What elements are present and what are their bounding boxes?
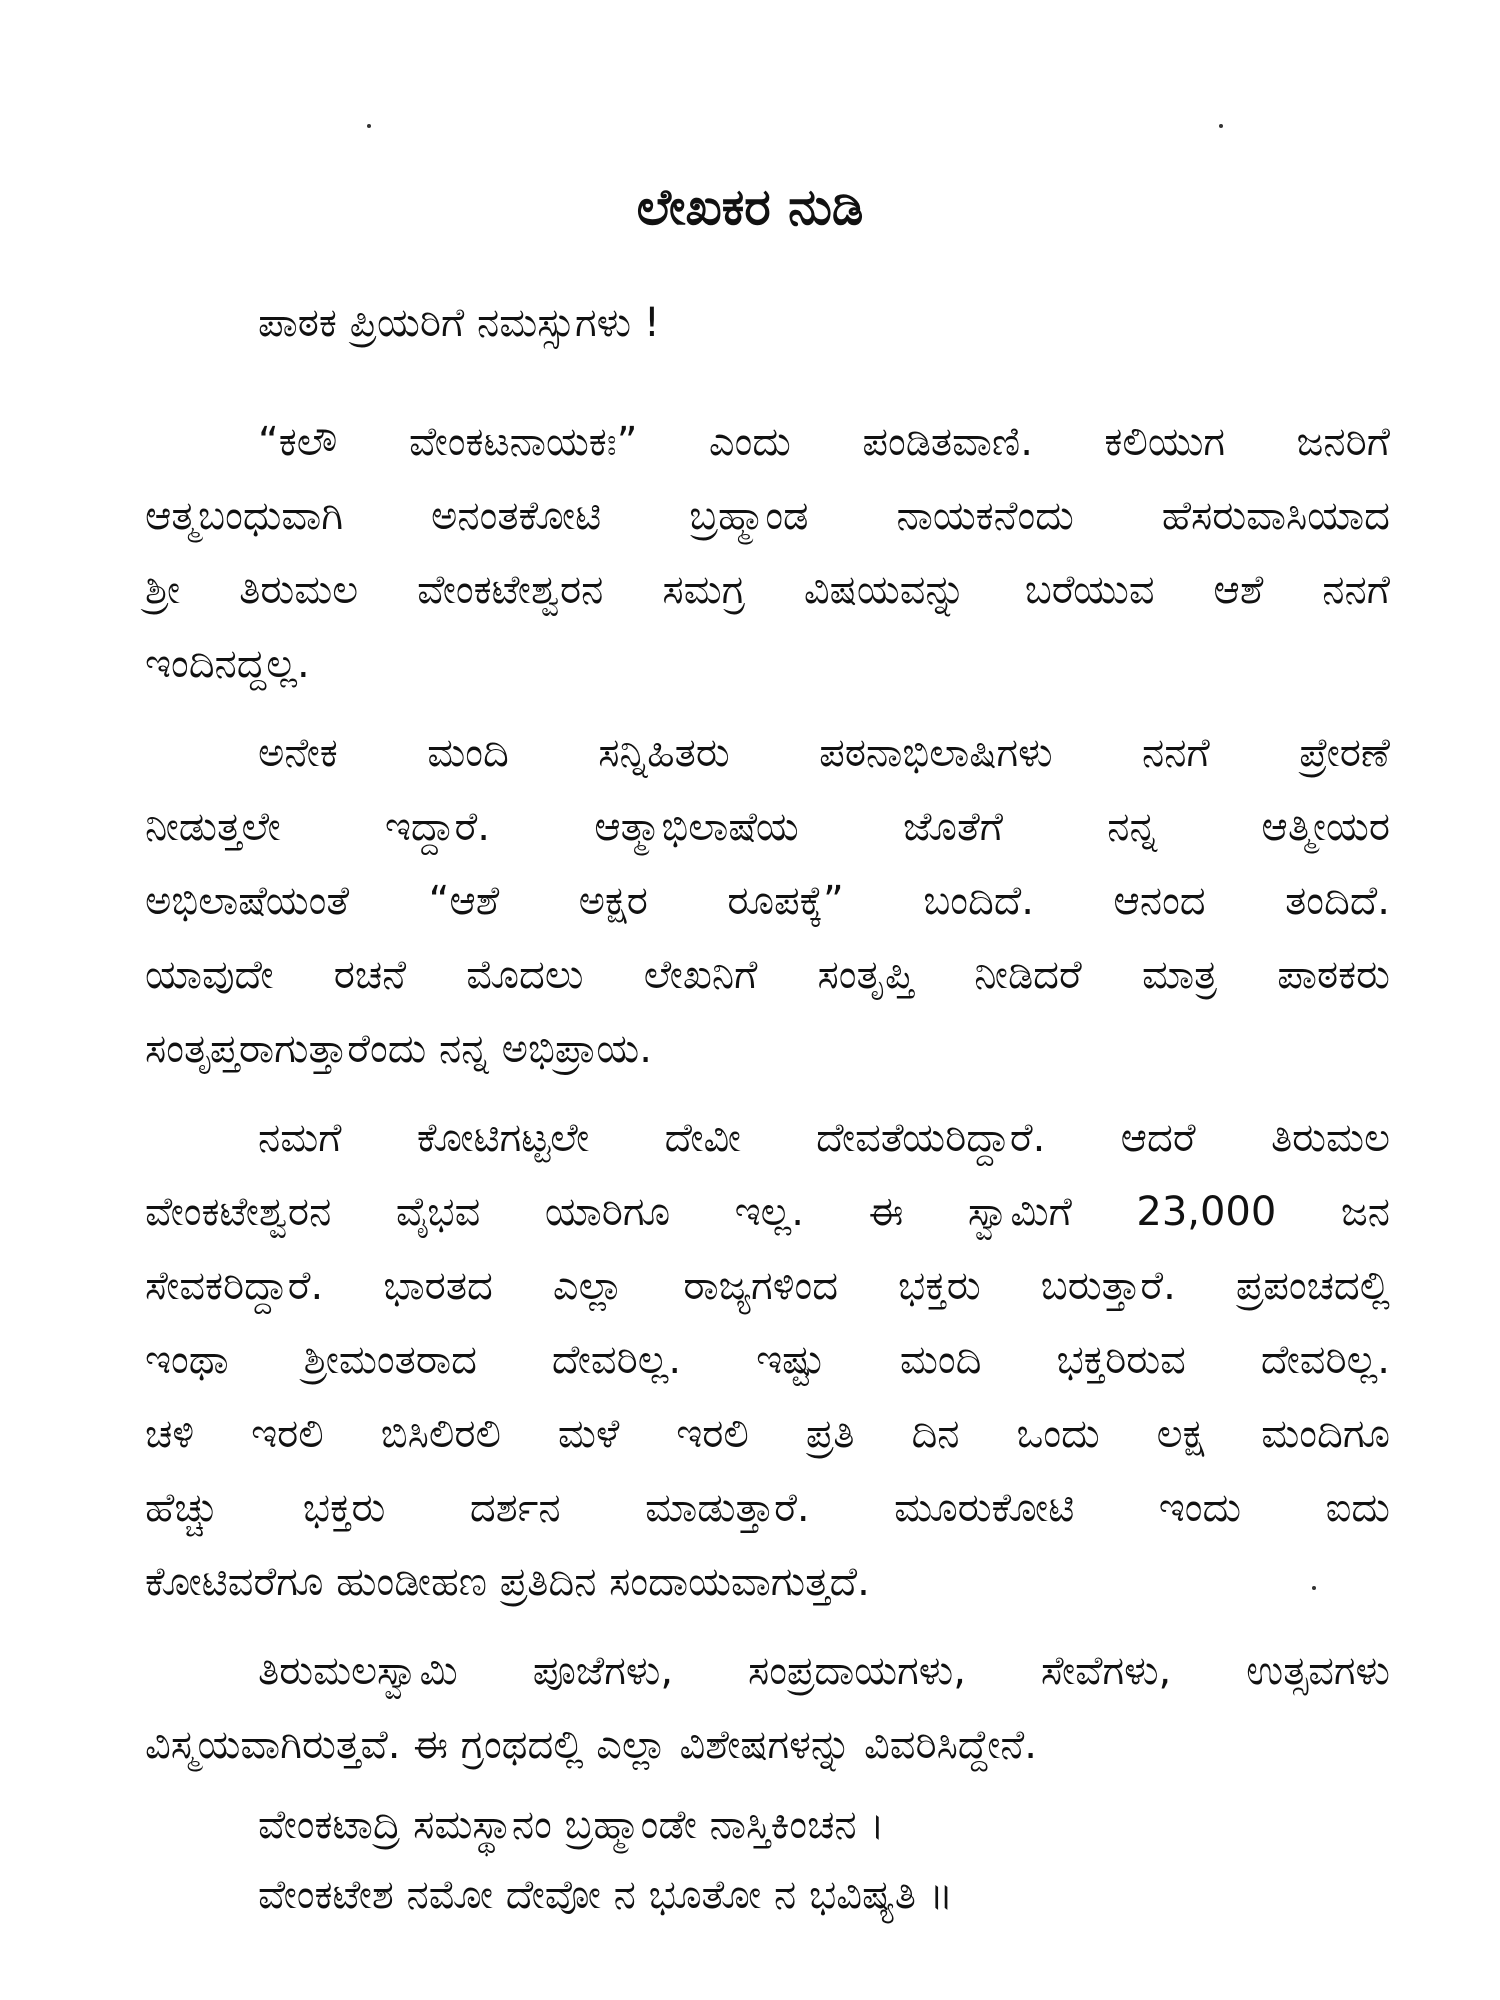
paragraph-2-line-4: ಯಾವುದೇ ರಚನೆ ಮೊದಲು ಲೇಖನಿಗೆ ಸಂತೃಪ್ತಿ ನೀಡಿದರೆ ಮಾತ್ರ ಪಾಠಕರು: [145, 952, 1390, 998]
verse-line-2: ವೇಂಕಟೇಶ ನಮೋ ದೇವೋ ನ ಭೂತೋ ನ ಭವಿಷ್ಯತಿ ॥: [258, 1872, 954, 1918]
page-title: ಲೇಖಕರ ನುಡಿ: [636, 178, 864, 236]
paragraph-2-line-2: ನೀಡುತ್ತಲೇ ಇದ್ದಾರೆ. ಆತ್ಮಾಭಿಲಾಷೆಯ ಜೊತೆಗೆ ನನ್ನ ಆತ್ಮೀಯರ: [145, 804, 1390, 850]
greeting-line: ಪಾಠಕ ಪ್ರಿಯರಿಗೆ ನಮಸ್ಸುಗಳು !: [258, 300, 660, 346]
paragraph-2-line-1: ಅನೇಕ ಮಂದಿ ಸನ್ನಿಹಿತರು ಪಠನಾಭಿಲಾಷಿಗಳು ನನಗೆ ಪ್ರೇರಣೆ: [258, 730, 1390, 776]
paragraph-3-line-5: ಚಳಿ ಇರಲಿ ಬಿಸಿಲಿರಲಿ ಮಳೆ ಇರಲಿ ಪ್ರತಿ ದಿನ ಒಂದು ಲಕ್ಷ ಮಂದಿಗೂ: [145, 1411, 1390, 1457]
paragraph-2-line-5: ಸಂತೃಪ್ತರಾಗುತ್ತಾರೆಂದು ನನ್ನ ಅಭಿಪ್ರಾಯ.: [145, 1026, 652, 1072]
paragraph-3-line-4: ಇಂಥಾ ಶ್ರೀಮಂತರಾದ ದೇವರಿಲ್ಲ. ಇಷ್ಟು ಮಂದಿ ಭಕ್ತರಿರುವ ದೇವರಿಲ್ಲ.: [145, 1337, 1390, 1383]
paragraph-4-line-2: ವಿಸ್ಮಯವಾಗಿರುತ್ತವೆ. ಈ ಗ್ರಂಥದಲ್ಲಿ ಎಲ್ಲಾ ವಿಶೇಷಗಳನ್ನು ವಿವರಿಸಿದ್ದೇನೆ.: [145, 1722, 1037, 1768]
paragraph-3-line-6: ಹೆಚ್ಚು ಭಕ್ತರು ದರ್ಶನ ಮಾಡುತ್ತಾರೆ. ಮೂರುಕೋಟಿ ಇಂದು ಐದು: [145, 1485, 1390, 1531]
paragraph-4-line-1: ತಿರುಮಲಸ್ವಾಮಿ ಪೂಜೆಗಳು, ಸಂಪ್ರದಾಯಗಳು, ಸೇವೆಗಳು, ಉತ್ಸವಗಳು: [258, 1648, 1390, 1694]
paragraph-1-line-4: ಇಂದಿನದ್ದಲ್ಲ.: [145, 641, 310, 687]
paragraph-1-line-2: ಆತ್ಮಬಂಧುವಾಗಿ ಅನಂತಕೋಟಿ ಬ್ರಹ್ಮಾಂಡ ನಾಯಕನೆಂದು ಹೆಸರುವಾಸಿಯಾದ: [145, 493, 1390, 539]
paragraph-3-line-7: ಕೋಟಿವರೆಗೂ ಹುಂಡೀಹಣ ಪ್ರತಿದಿನ ಸಂದಾಯವಾಗುತ್ತದೆ.: [145, 1559, 870, 1605]
paragraph-1-line-3: ಶ್ರೀ ತಿರುಮಲ ವೇಂಕಟೇಶ್ವರನ ಸಮಗ್ರ ವಿಷಯವನ್ನು ಬರೆಯುವ ಆಶೆ ನನಗೆ: [145, 567, 1390, 613]
verse-line-1: ವೇಂಕಟಾದ್ರಿ ಸಮಸ್ಥಾನಂ ಬ್ರಹ್ಮಾಂಡೇ ನಾಸ್ತಿಕಿಂಚನ ।: [258, 1802, 885, 1848]
paragraph-3-line-2: ವೇಂಕಟೇಶ್ವರನ ವೈಭವ ಯಾರಿಗೂ ಇಲ್ಲ. ಈ ಸ್ವಾಮಿಗೆ 23,000 ಜನ: [145, 1189, 1390, 1235]
print-speck: [367, 124, 371, 128]
paragraph-3-line-1: ನಮಗೆ ಕೋಟಿಗಟ್ಟಲೇ ದೇವೀ ದೇವತೆಯರಿದ್ದಾರೆ. ಆದರೆ ತಿರುಮಲ: [258, 1115, 1390, 1161]
paragraph-2-line-3: ಅಭಿಲಾಷೆಯಂತೆ “ಆಶೆ ಅಕ್ಷರ ರೂಪಕ್ಕೆ” ಬಂದಿದೆ. ಆನಂದ ತಂದಿದೆ.: [145, 878, 1390, 924]
paragraph-3-line-3: ಸೇವಕರಿದ್ದಾರೆ. ಭಾರತದ ಎಲ್ಲಾ ರಾಜ್ಯಗಳಿಂದ ಭಕ್ತರು ಬರುತ್ತಾರೆ. ಪ್ರಪಂಚದಲ್ಲಿ: [145, 1263, 1390, 1309]
paragraph-1-line-1: “ಕಲೌ ವೇಂಕಟನಾಯಕಃ” ಎಂದು ಪಂಡಿತವಾಣಿ. ಕಲಿಯುಗ ಜನರಿಗೆ: [258, 419, 1390, 465]
print-speck: [1219, 124, 1223, 128]
